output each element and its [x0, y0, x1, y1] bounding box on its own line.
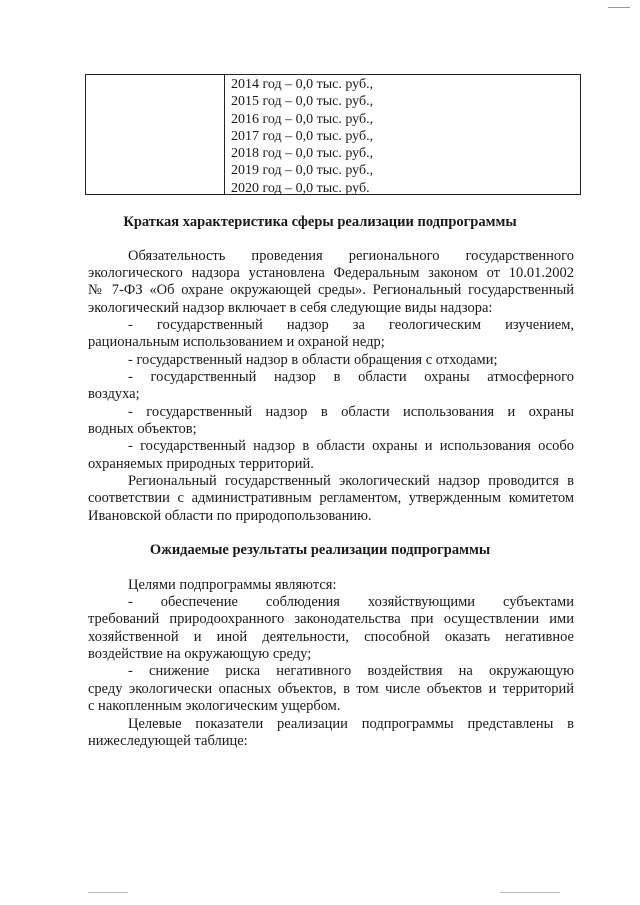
bullet-waste-line: - государственный надзор в области обращения с отходами;: [128, 352, 498, 368]
targets-line-1: Целевые показатели реализации подпрограммы представлены в: [128, 716, 574, 732]
intro-line-1: Обязательность проведения регионального государственного: [128, 248, 574, 264]
bullet-geology-line-1: - государственный надзор за геологическим изучением,: [128, 317, 574, 333]
goal-compliance-line-1: - обеспечение соблюдения хозяйствующими субъектами: [128, 594, 574, 610]
bullet-protected-line-1: - государственный надзор в области охраны и использования особо: [128, 438, 574, 454]
bullet-geology-line-2: рациональным использованием и охраной недр;: [88, 334, 385, 350]
closing-line-1: Региональный государственный экологический надзор проводится в: [128, 473, 574, 489]
table-column-divider: [224, 75, 225, 194]
section-heading-characteristics: Краткая характеристика сферы реализации подпрограммы: [123, 214, 517, 230]
scan-artifact-top: [608, 7, 630, 8]
closing-line-3: Ивановской области по природопользованию.: [88, 508, 372, 524]
funding-line-2019: 2019 год – 0,0 тыс. руб.,: [231, 163, 374, 179]
goal-risk-line-1: - снижение риска негативного воздействия на окружающую: [128, 663, 574, 679]
funding-line-2020: 2020 год – 0,0 тыс. руб.: [231, 180, 370, 196]
goal-risk-line-3: с накопленным экологическим ущербом.: [88, 698, 341, 714]
bullet-water-line-1: - государственный надзор в области использования и охраны: [128, 404, 574, 420]
funding-line-2016: 2016 год – 0,0 тыс. руб.,: [231, 111, 374, 127]
goal-compliance-line-3: хозяйственной и иной деятельности, способной оказать негативное: [88, 629, 574, 645]
intro-line-2: экологического надзора установлена Федеральным законом от 10.01.2002: [88, 265, 574, 281]
intro-line-4: экологический надзор включает в себя следующие виды надзора:: [88, 300, 493, 316]
funding-line-2018: 2018 год – 0,0 тыс. руб.,: [231, 146, 374, 162]
closing-line-2: соответствии с административным регламентом, утвержденным комитетом: [88, 490, 574, 506]
funding-line-2014: 2014 год – 0,0 тыс. руб.,: [231, 77, 374, 92]
bullet-water-line-2: водных объектов;: [88, 421, 197, 437]
goal-risk-line-2: среду экологически опасных объектов, в том числе объектов и территорий: [88, 681, 574, 697]
targets-line-2: нижеследующей таблице:: [88, 733, 248, 749]
funding-years-list: [231, 76, 373, 197]
funding-table: [85, 74, 581, 195]
section-heading-results: Ожидаемые результаты реализации подпрограммы: [149, 542, 491, 558]
intro-line-3: № 7-ФЗ «Об охране окружающей среды». Региональный государственный: [88, 282, 574, 298]
funding-line-2017: 2017 год – 0,0 тыс. руб.,: [231, 128, 374, 144]
goal-compliance-line-2: требований природоохранного законодательства при осуществлении ими: [88, 611, 574, 627]
bullet-air-line-2: воздуха;: [88, 386, 140, 402]
bullet-air-line-1: - государственный надзор в области охраны атмосферного: [128, 369, 574, 385]
funding-line-2015: 2015 год – 0,0 тыс. руб.,: [231, 94, 374, 110]
scan-artifact-bottom-right: [500, 892, 560, 893]
scan-artifact-bottom-left: [88, 892, 128, 893]
goals-intro: Целями подпрограммы являются:: [128, 577, 337, 593]
goal-compliance-line-4: воздействие на окружающую среду;: [88, 646, 312, 662]
bullet-protected-line-2: охраняемых природных территорий.: [88, 456, 314, 472]
